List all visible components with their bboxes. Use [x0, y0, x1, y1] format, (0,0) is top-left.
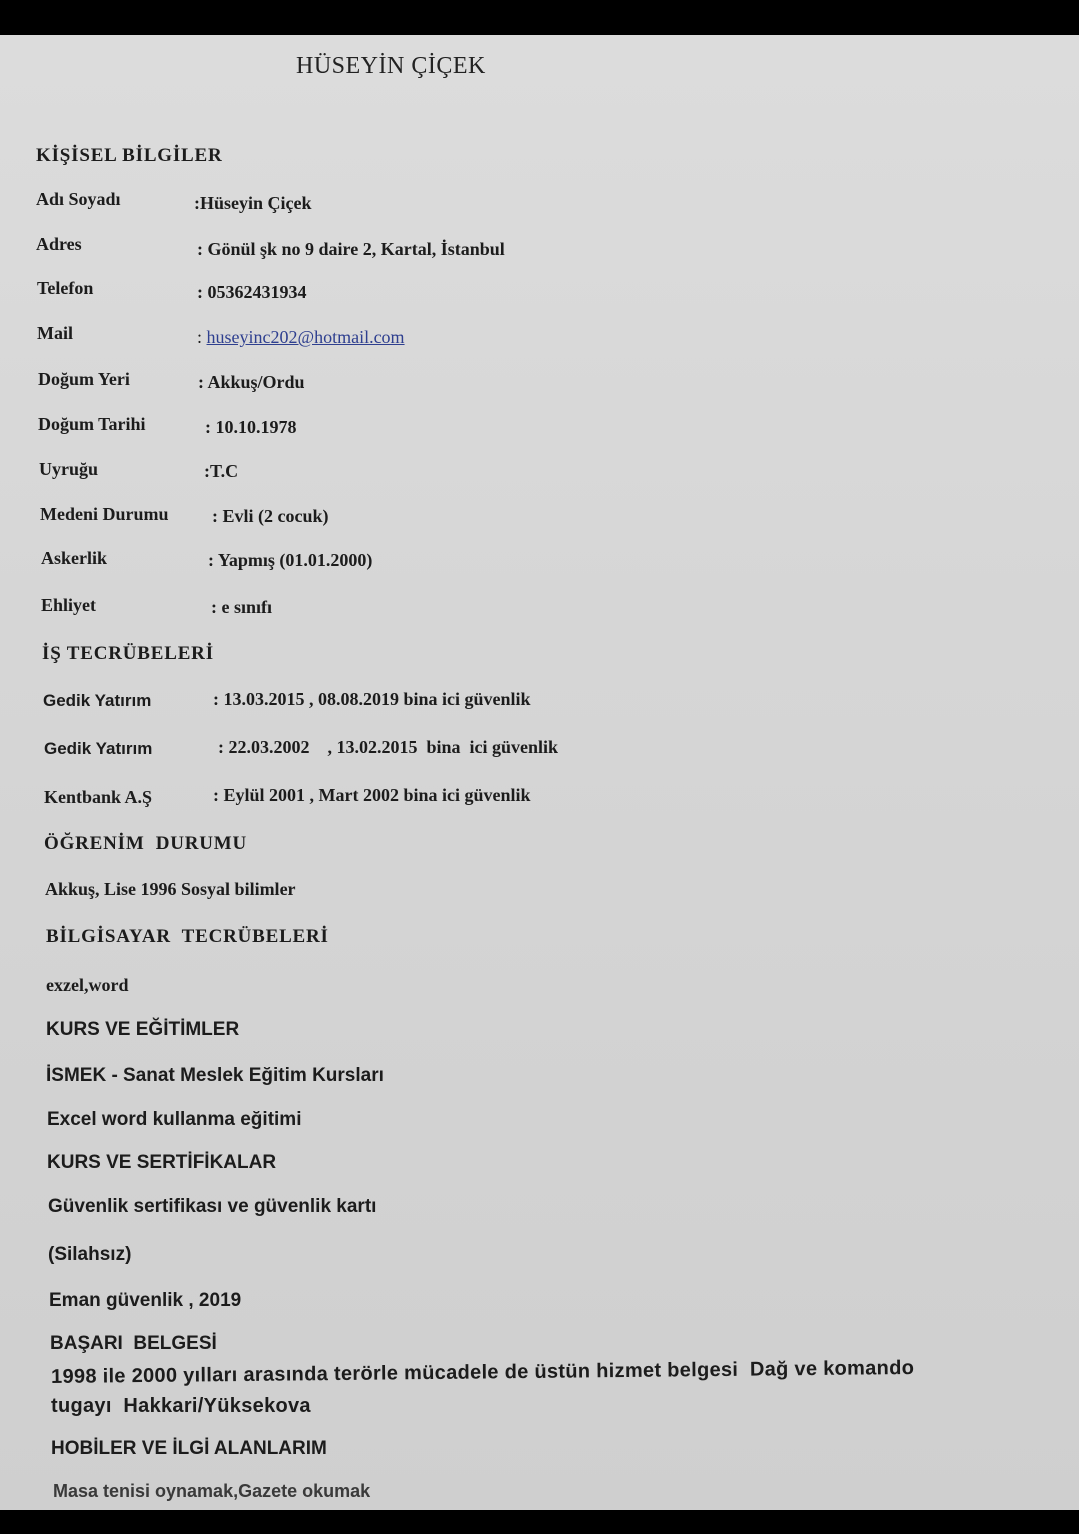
- course-item-2: Excel word kullanma eğitimi: [47, 1109, 302, 1130]
- computer-skills-text: exzel,word: [46, 975, 129, 995]
- courses-heading: KURS VE EĞİTİMLER: [46, 1019, 240, 1040]
- achievement-heading: BAŞARI BELGESİ: [50, 1333, 217, 1354]
- education-text: Akkuş, Lise 1996 Sosyal bilimler: [45, 879, 296, 899]
- hobbies-text: Masa tenisi oynamak,Gazete okumak: [53, 1481, 371, 1501]
- job-3-details: : Eylül 2001 , Mart 2002 bina ici güvenlik: [213, 785, 531, 805]
- cv-page: [0, 35, 1079, 1510]
- military-value: : Yapmış (01.01.2000): [208, 550, 373, 570]
- page-title: HÜSEYİN ÇİÇEK: [296, 53, 486, 79]
- job-1-employer: Gedik Yatırım: [43, 691, 152, 710]
- license-value: : e sınıfı: [211, 597, 272, 617]
- marital-status-value: : Evli (2 cocuk): [212, 506, 329, 526]
- name-label: Adı Soyadı: [36, 189, 121, 209]
- mail-prefix: :: [197, 327, 207, 347]
- personal-info-heading: KİŞİSEL BİLGİLER: [36, 145, 223, 166]
- phone-label: Telefon: [37, 278, 94, 298]
- birthdate-value: : 10.10.1978: [205, 417, 297, 437]
- hobbies-heading: HOBİLER VE İLGİ ALANLARIM: [51, 1438, 327, 1459]
- certificate-item-1: Güvenlik sertifikası ve güvenlik kartı: [48, 1196, 377, 1217]
- name-value: :Hüseyin Çiçek: [194, 193, 312, 213]
- achievement-line-1: 1998 ile 2000 yılları arasında terörle mücadele de üstün hizmet belgesi Dağ ve komando: [51, 1356, 915, 1388]
- experience-heading: İŞ TECRÜBELERİ: [42, 643, 214, 664]
- certificates-heading: KURS VE SERTİFİKALAR: [47, 1152, 277, 1173]
- nationality-value: :T.C: [204, 461, 239, 481]
- nationality-label: Uyruğu: [39, 459, 99, 479]
- address-value: : Gönül şk no 9 daire 2, Kartal, İstanbul: [197, 239, 505, 259]
- address-label: Adres: [36, 234, 82, 254]
- job-2-details: : 22.03.2002 , 13.02.2015 bina ici güvenlik: [218, 737, 559, 757]
- license-label: Ehliyet: [41, 595, 97, 615]
- certificate-item-3: Eman güvenlik , 2019: [49, 1290, 242, 1311]
- birthdate-label: Doğum Tarihi: [38, 414, 146, 434]
- mail-value-row: [197, 327, 405, 348]
- course-item-1: İSMEK - Sanat Meslek Eğitim Kursları: [46, 1065, 384, 1086]
- job-2-employer: Gedik Yatırım: [44, 739, 153, 758]
- marital-status-label: Medeni Durumu: [40, 504, 169, 524]
- computer-skills-heading: BİLGİSAYAR TECRÜBELERİ: [46, 926, 329, 947]
- birthplace-value: : Akkuş/Ordu: [198, 372, 305, 392]
- education-heading: ÖĞRENİM DURUMU: [44, 833, 248, 854]
- mail-link[interactable]: huseyinc202@hotmail.com: [206, 327, 405, 347]
- certificate-item-2: (Silahsız): [48, 1244, 132, 1265]
- birthplace-label: Doğum Yeri: [38, 369, 130, 389]
- job-3-employer: Kentbank A.Ş: [44, 787, 153, 807]
- military-label: Askerlik: [41, 548, 108, 568]
- achievement-line-2: tugayı Hakkari/Yüksekova: [51, 1395, 311, 1417]
- phone-value: : 05362431934: [197, 282, 307, 302]
- job-1-details: : 13.03.2015 , 08.08.2019 bina ici güvenlik: [213, 689, 531, 709]
- mail-label: Mail: [37, 323, 73, 343]
